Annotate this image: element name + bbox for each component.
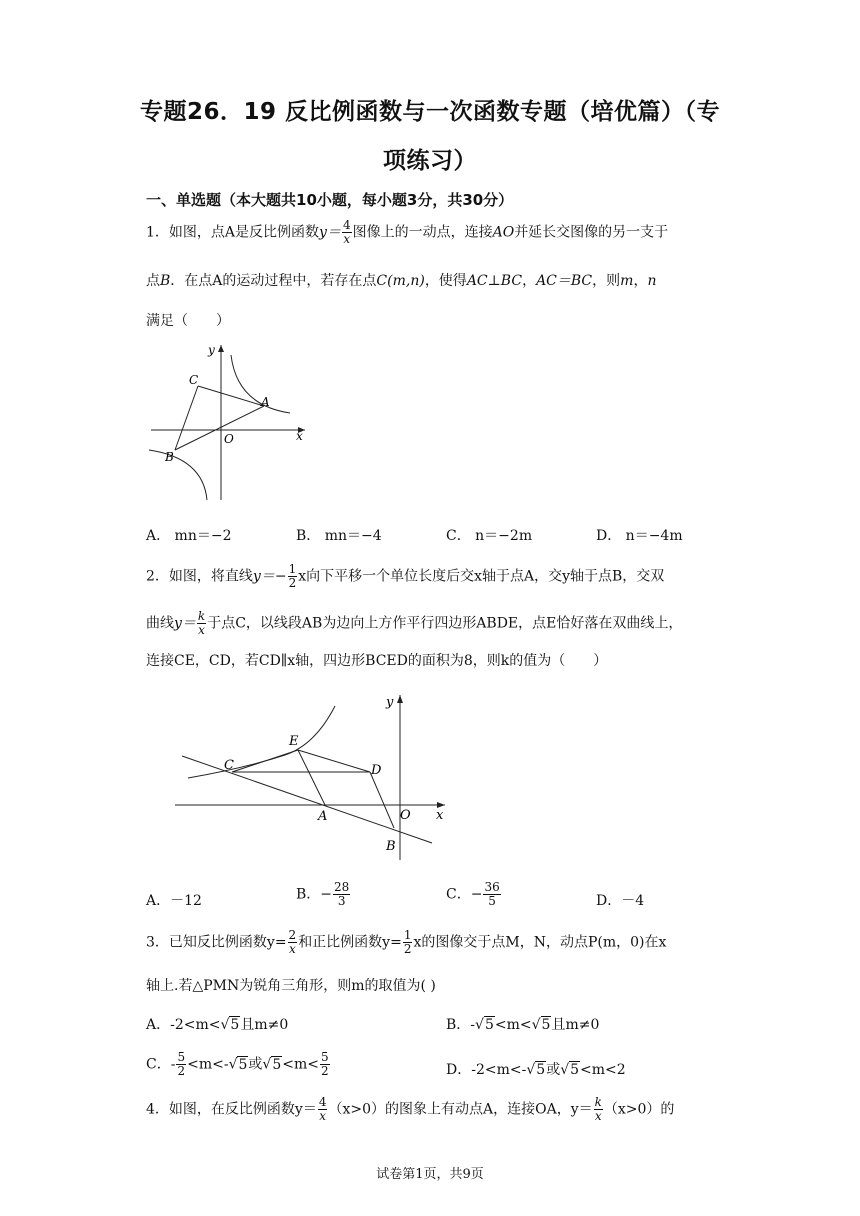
q3-option-a[interactable]: A．-2<m<√5且m≠0 [146, 1017, 289, 1033]
q2-line2: 曲线y＝ $\frac{k}{x}$ 于点C，以线段AB为边向上方作平行四边形ABDE，点E恰好落在双曲线上， [146, 609, 683, 637]
q2-segment-CE [232, 750, 298, 772]
q1-line2: 点B．在点A的运动过程中，若存在点C(m,n)，使得AC⊥BC，AC＝BC，则m，n [146, 273, 657, 289]
q1-y-arrow [218, 345, 224, 352]
q1-label-C: C [189, 373, 199, 387]
q2-line3: 连接CE，CD，若CD∥x轴，四边形BCED的面积为8，则k的值为（ ） [146, 653, 608, 669]
q1-line1: 1．如图，点A是反比例函数y＝ $\frac{4}{x}$ 图像上的一动点，连接AO并延长交图像的另一支于 [146, 218, 669, 246]
q2-label-A: A [318, 809, 328, 824]
q1-segment-CA [198, 386, 264, 406]
q1-option-b[interactable]: B． mn＝−4 [296, 528, 382, 544]
q1-option-a[interactable]: A． mn＝−2 [146, 528, 232, 544]
q2-line1: 2．如图，将直线y＝− $\frac{1}{2}$ x向下平移一个单位长度后交x轴于点A，交y轴于点B，交双 [146, 562, 665, 590]
q2-label-x: x [436, 808, 444, 823]
q1-option-d[interactable]: D． n＝−4m [596, 528, 683, 544]
q3-line2: 轴上.若△PMN为锐角三角形，则m的取值为( ) [146, 978, 436, 994]
q1-fraction: $\frac{4}{x}$ [342, 218, 351, 246]
page-title-line2: 项练习） [383, 148, 477, 174]
q2-segment-ED [298, 750, 370, 772]
q1-figure [145, 340, 310, 505]
q3-option-b[interactable]: B．-√5<m<√5且m≠0 [446, 1017, 600, 1033]
section-heading: 一、单选题（本大题共10小题，每小题3分，共30分） [146, 191, 514, 209]
q2-label-B: B [386, 839, 396, 854]
q3-line1: 3．已知反比例函数y= $\frac{2}{x}$ 和正比例函数y= $\frac{1}{2}$ x的图像交于点M，N，动点P(m，0)在x [146, 928, 667, 956]
q1-label-x: x [296, 429, 303, 443]
q1-option-c[interactable]: C． n＝−2m [446, 528, 533, 544]
q2-figure [170, 690, 460, 865]
q2-segment-EA [298, 750, 325, 805]
q2-label-O: O [400, 808, 411, 823]
q2-label-E: E [289, 734, 299, 749]
q2-option-d[interactable]: D．－4 [596, 893, 645, 909]
q2-option-b[interactable]: B．− $\frac{28}{3}$ [296, 880, 350, 908]
q3-option-c[interactable]: C．- $\frac{5}{2}$ <m<-√5或√5<m< $\frac{5}{2}$ [146, 1050, 329, 1078]
q1-label-y: y [208, 343, 215, 357]
page-footer: 试卷第1页，共9页 [376, 1167, 484, 1182]
page-title-line1: 专题26．19 反比例函数与一次函数专题（培优篇）（专 [139, 99, 721, 125]
q2-option-c[interactable]: C．− $\frac{36}{5}$ [446, 880, 500, 908]
q1-label-A: A [261, 395, 270, 409]
q2-label-y: y [386, 695, 394, 710]
q2-segment-DB [370, 772, 394, 828]
q2-y-arrow [397, 695, 403, 703]
q3-option-d[interactable]: D．-2<m<-√5或√5<m<2 [446, 1062, 626, 1078]
q1-line3: 满足（ ） [146, 313, 230, 329]
q2-fraction: $\frac{1}{2}$ [288, 562, 297, 590]
q1-label-B: B [165, 450, 174, 464]
q4-line1: 4．如图，在反比例函数y＝ $\frac{4}{x}$ （x>0）的图象上有动点A，连接OA，y＝ $\frac{k}{x}$ （x>0）的 [146, 1095, 675, 1123]
q2-label-D: D [371, 763, 382, 778]
q2-fraction-k: $\frac{k}{x}$ [197, 609, 206, 637]
q1-label-O: O [224, 432, 234, 446]
q2-hyperbola [188, 706, 335, 778]
q2-label-C: C [224, 758, 234, 773]
q1-hyperbola-branch2 [149, 450, 207, 500]
q2-option-a[interactable]: A．－12 [146, 893, 202, 909]
